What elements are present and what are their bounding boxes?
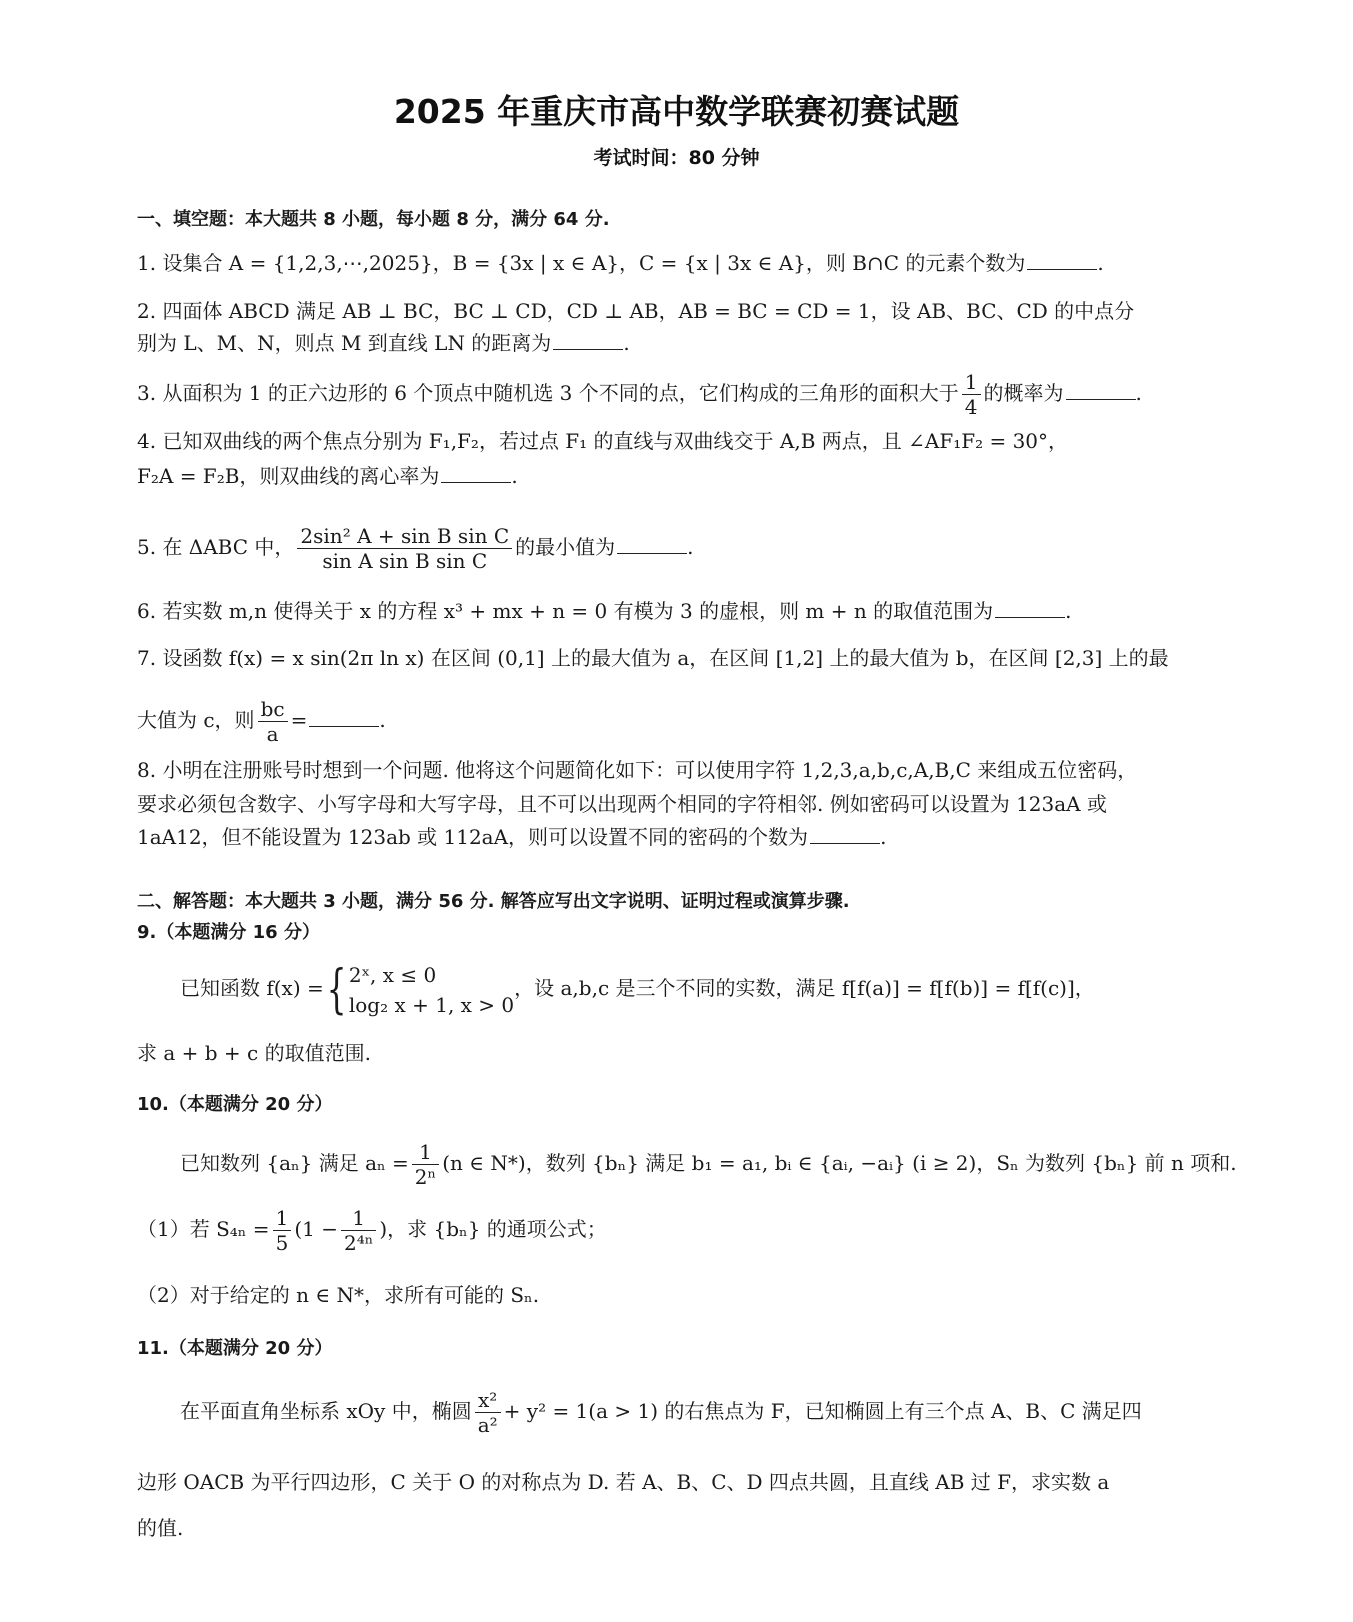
question-8-line-1: 8. 小明在注册账号时想到一个问题. 他将这个问题简化如下：可以使用字符 1,2,3,a,b,c,A,B,C 来组成五位密码， <box>137 758 1138 782</box>
question-4-line-1: 4. 已知双曲线的两个焦点分别为 F₁,F₂，若过点 F₁ 的直线与双曲线交于 A,B 两点，且 ∠AF₁F₂ = 30°， <box>137 429 1069 453</box>
question-4-line-2: F₂A = F₂B，则双曲线的离心率为 . <box>137 464 518 488</box>
question-10-heading: 10.（本题满分 20 分） <box>137 1094 333 1115</box>
answer-blank <box>441 464 511 483</box>
question-5: 5. 在 ΔABC 中， $\frac{\text{2sin² A + sin B sin C}}{\text{sin A sin B sin C}}$ 的最小值为 . <box>137 524 694 573</box>
left-brace: { <box>326 959 347 1020</box>
question-2-line-2: 别为 L、M、N，则点 M 到直线 LN 的距离为 . <box>137 331 630 355</box>
answer-blank <box>553 331 623 350</box>
fraction: $\frac{1}{5}$ <box>273 1206 292 1255</box>
answer-blank <box>617 535 687 554</box>
section-1-heading: 一、填空题：本大题共 8 小题，每小题 8 分，满分 64 分. <box>137 209 610 230</box>
answer-blank <box>995 599 1065 618</box>
answer-blank <box>1027 251 1097 270</box>
question-9-heading: 9.（本题满分 16 分） <box>137 922 320 943</box>
section-2-heading: 二、解答题：本大题共 3 小题，满分 56 分. 解答应写出文字说明、证明过程或演算步骤. <box>137 891 850 912</box>
question-2-line-1: 2. 四面体 ABCD 满足 AB ⊥ BC，BC ⊥ CD，CD ⊥ AB，AB = BC = CD = 1，设 AB、BC、CD 的中点分 <box>137 299 1135 323</box>
question-3: 3. 从面积为 1 的正六边形的 6 个顶点中随机选 3 个不同的点，它们构成的三角形的面积大于 $\frac{1}{4}$ 的概率为 . <box>137 370 1142 419</box>
question-10-line-1: 已知数列 {aₙ} 满足 aₙ = $\frac{1}{\text{2ⁿ}}$ (n ∈ N*)，数列 {bₙ} 满足 b₁ = a₁, bᵢ ∈ {aᵢ, −aᵢ} (i ≥ 2)，Sₙ 为数列 {bₙ} 前 n 项和. <box>180 1140 1237 1189</box>
fraction: $\frac{\text{x²}}{\text{a²}}$ <box>475 1388 501 1437</box>
question-1: 1. 设集合 A = {1,2,3,⋯,2025}，B = {3x | x ∈ A}，C = {x | 3x ∈ A}，则 B∩C 的元素个数为 . <box>137 251 1104 275</box>
question-10-part-1: （1）若 S₄ₙ = $\frac{1}{5}$ (1 − $\frac{1}{\text{2⁴ⁿ}}$ )，求 {bₙ} 的通项公式； <box>137 1206 607 1255</box>
question-6: 6. 若实数 m,n 使得关于 x 的方程 x³ + mx + n = 0 有模为 3 的虚根，则 m + n 的取值范围为 . <box>137 599 1072 623</box>
answer-blank <box>309 708 379 727</box>
question-11-heading: 11.（本题满分 20 分） <box>137 1338 333 1359</box>
fraction: $\frac{bc}{a}$ <box>258 697 288 746</box>
answer-blank <box>1066 381 1136 400</box>
page-title: 2025 年重庆市高中数学联赛初赛试题 <box>393 92 960 131</box>
question-7-line-1: 7. 设函数 f(x) = x sin(2π ln x) 在区间 (0,1] 上的最大值为 a，在区间 [1,2] 上的最大值为 b，在区间 [2,3] 上的最 <box>137 646 1169 670</box>
answer-blank <box>810 825 880 844</box>
fraction: $\frac{1}{\text{2ⁿ}}$ <box>412 1140 439 1189</box>
question-9-line-1: 已知函数 f(x) ={ 2ˣ, x ≤ 0 log₂ x + 1, x > 0 ，设 a,b,c 是三个不同的实数，满足 f[f(a)] = f[f(b)] = f[f(c)]， <box>180 959 1095 1020</box>
fraction: $\frac{\text{2sin² A + sin B sin C}}{\text{sin A sin B sin C}}$ <box>297 524 512 573</box>
piecewise-cases: 2ˣ, x ≤ 0 log₂ x + 1, x > 0 <box>348 962 515 1017</box>
fraction: $\frac{1}{4}$ <box>962 370 981 419</box>
question-8-line-2: 要求必须包含数字、小写字母和大写字母，且不可以出现两个相同的字符相邻. 例如密码可以设置为 123aA 或 <box>137 792 1107 816</box>
question-11-line-2: 边形 OACB 为平行四边形，C 关于 O 的对称点为 D. 若 A、B、C、D 四点共圆，且直线 AB 过 F，求实数 a <box>137 1470 1110 1494</box>
question-7-line-2: 大值为 c，则 $\frac{bc}{a}$ = . <box>137 697 386 746</box>
question-8-line-3: 1aA12，但不能设置为 123ab 或 112aA，则可以设置不同的密码的个数为 . <box>137 825 887 849</box>
question-1-text: 1. 设集合 A = {1,2,3,⋯,2025}，B = {3x | x ∈ A}，C = {x | 3x ∈ A}，则 B∩C 的元素个数为 <box>137 251 1026 275</box>
exam-time: 考试时间：80 分钟 <box>593 147 760 169</box>
question-10-part-2: （2）对于给定的 n ∈ N*，求所有可能的 Sₙ. <box>137 1283 540 1307</box>
question-11-line-1: 在平面直角坐标系 xOy 中，椭圆 $\frac{\text{x²}}{\text{a²}}$ + y² = 1(a > 1) 的右焦点为 F，已知椭圆上有三个点 A、B、C 满足四 <box>180 1388 1142 1437</box>
fraction: $\frac{1}{\text{2⁴ⁿ}}$ <box>341 1206 376 1255</box>
question-9-line-2: 求 a + b + c 的取值范围. <box>137 1041 371 1065</box>
question-11-line-3: 的值. <box>137 1516 184 1540</box>
